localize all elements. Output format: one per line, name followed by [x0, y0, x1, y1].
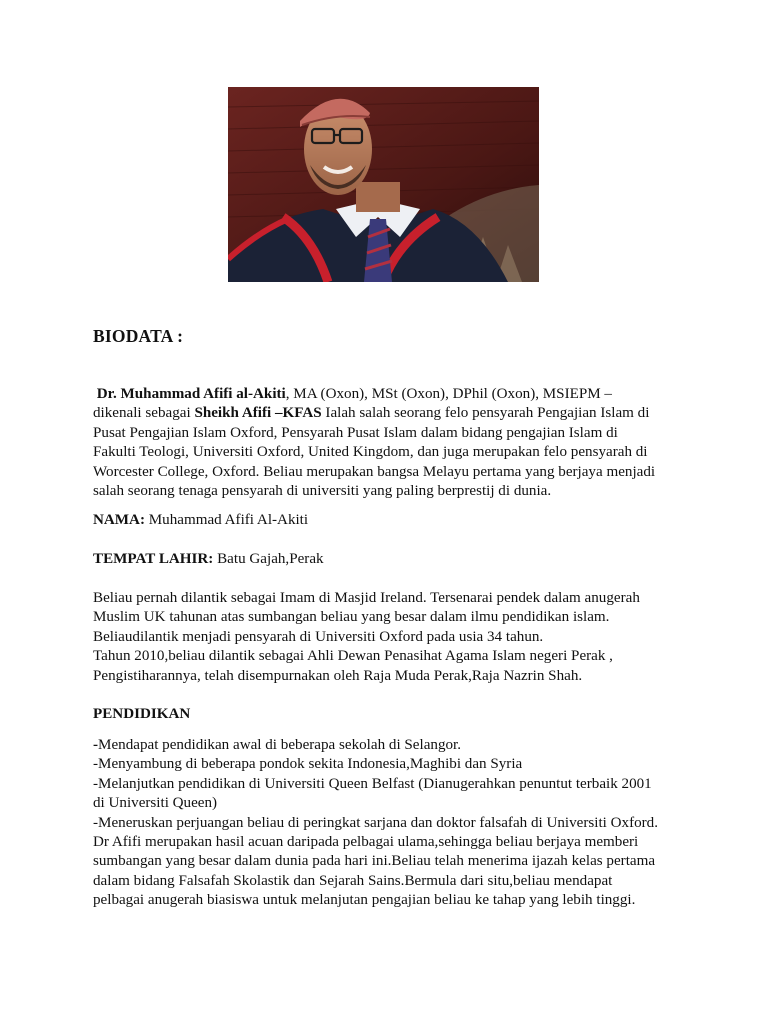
achievements-paragraph — [93, 589, 693, 686]
achievement-line: Beliau pernah dilantik sebagai Imam di Masjid Ireland. Tersenarai pendek dalam anugerah — [93, 590, 640, 606]
pendidikan-list — [93, 736, 693, 911]
intro-line-1 — [93, 385, 693, 404]
pendidikan-line: -Melanjutkan pendidikan di Universiti Queen Belfast (Dianugerahkan penuntut terbaik 2001 — [93, 775, 652, 792]
pendidikan-line: -Meneruskan perjuangan beliau di peringkat sarjana dan doktor falsafah di Universiti Oxford. — [93, 814, 658, 831]
intro-text: Ialah salah seorang felo pensyarah Pengajian Islam di — [321, 405, 650, 422]
intro-line-2 — [93, 404, 693, 423]
achievement-line: Tahun 2010,beliau dilantik sebagai Ahli Dewan Penasihat Agama Islam negeri Perak , — [93, 648, 613, 665]
tempat-lahir-field — [93, 550, 693, 569]
person-name: Dr. Muhammad Afifi al-Akiti — [96, 386, 286, 402]
achievement-line: Beliaudilantik menjadi pensyarah di Universiti Oxford pada usia 34 tahun. — [93, 628, 544, 645]
intro-line: Pusat Pengajian Islam Oxford, Pensyarah Pusat Islam dalam bidang pengajian Islam di — [93, 424, 618, 441]
intro-line: Fakulti Teologi, Universiti Oxford, United Kingdom, dan juga merupakan felo pensyarah di — [93, 444, 648, 461]
pendidikan-line: -Menyambung di beberapa pondok sekita Indonesia,Maghibi dan Syria — [93, 756, 523, 773]
intro-line: Worcester College, Oxford. Beliau merupakan bangsa Melayu pertama yang berjaya menjadi — [93, 463, 656, 480]
pendidikan-line — [93, 736, 693, 755]
intro-paragraph — [93, 385, 693, 501]
achievement-line: Pengistiharannya, telah disempurnakan oleh Raja Muda Perak,Raja Nazrin Shah. — [93, 667, 583, 684]
person-degrees: , MA (Oxon), MSt (Oxon), DPhil (Oxon), MSIEPM – — [285, 386, 612, 402]
nama-field — [93, 511, 693, 530]
nama-value: Muhammad Afifi Al-Akiti — [144, 512, 309, 528]
intro-text: dikenali sebagai — [93, 405, 195, 422]
intro-line: salah seorang tenaga pensyarah di universiti yang paling berprestij di dunia. — [93, 483, 552, 500]
pendidikan-heading: PENDIDIKAN — [93, 706, 191, 722]
pendidikan-line: di Universiti Queen) — [93, 795, 218, 812]
achievement-line: Muslim UK tahunan atas sumbangan beliau yang besar dalam ilmu pendidikan islam. — [93, 609, 610, 626]
tempat-lahir-value: Batu Gajah,Perak — [213, 551, 324, 567]
bullet-dash: - — [93, 737, 99, 753]
pendidikan-line: pelbagai anugerah biasiswa untuk melanjutan pengajian beliau ke tahap yang lebih tinggi. — [93, 892, 636, 909]
pendidikan-line: Dr Afifi merupakan hasil acuan daripada pelbagai ulama,sehingga beliau berjaya memberi — [93, 834, 639, 851]
portrait-illustration — [228, 87, 539, 282]
pendidikan-line: sumbangan yang besar dalam dunia pada hari ini.Beliau telah menerima ijazah kelas pertama — [93, 853, 656, 870]
nama-label: NAMA: — [93, 512, 145, 528]
portrait-photo — [228, 87, 539, 282]
alias-name: Sheikh Afifi –KFAS — [194, 405, 322, 422]
tempat-lahir-label: TEMPAT LAHIR: — [93, 551, 214, 567]
pendidikan-line: dalam bidang Falsafah Skolastik dan Sejarah Sains.Bermula dari situ,beliau mendapat — [93, 872, 613, 889]
biodata-heading: BIODATA : — [93, 326, 184, 346]
pendidikan-text: Mendapat pendidikan awal di beberapa sekolah di Selangor. — [98, 737, 462, 753]
